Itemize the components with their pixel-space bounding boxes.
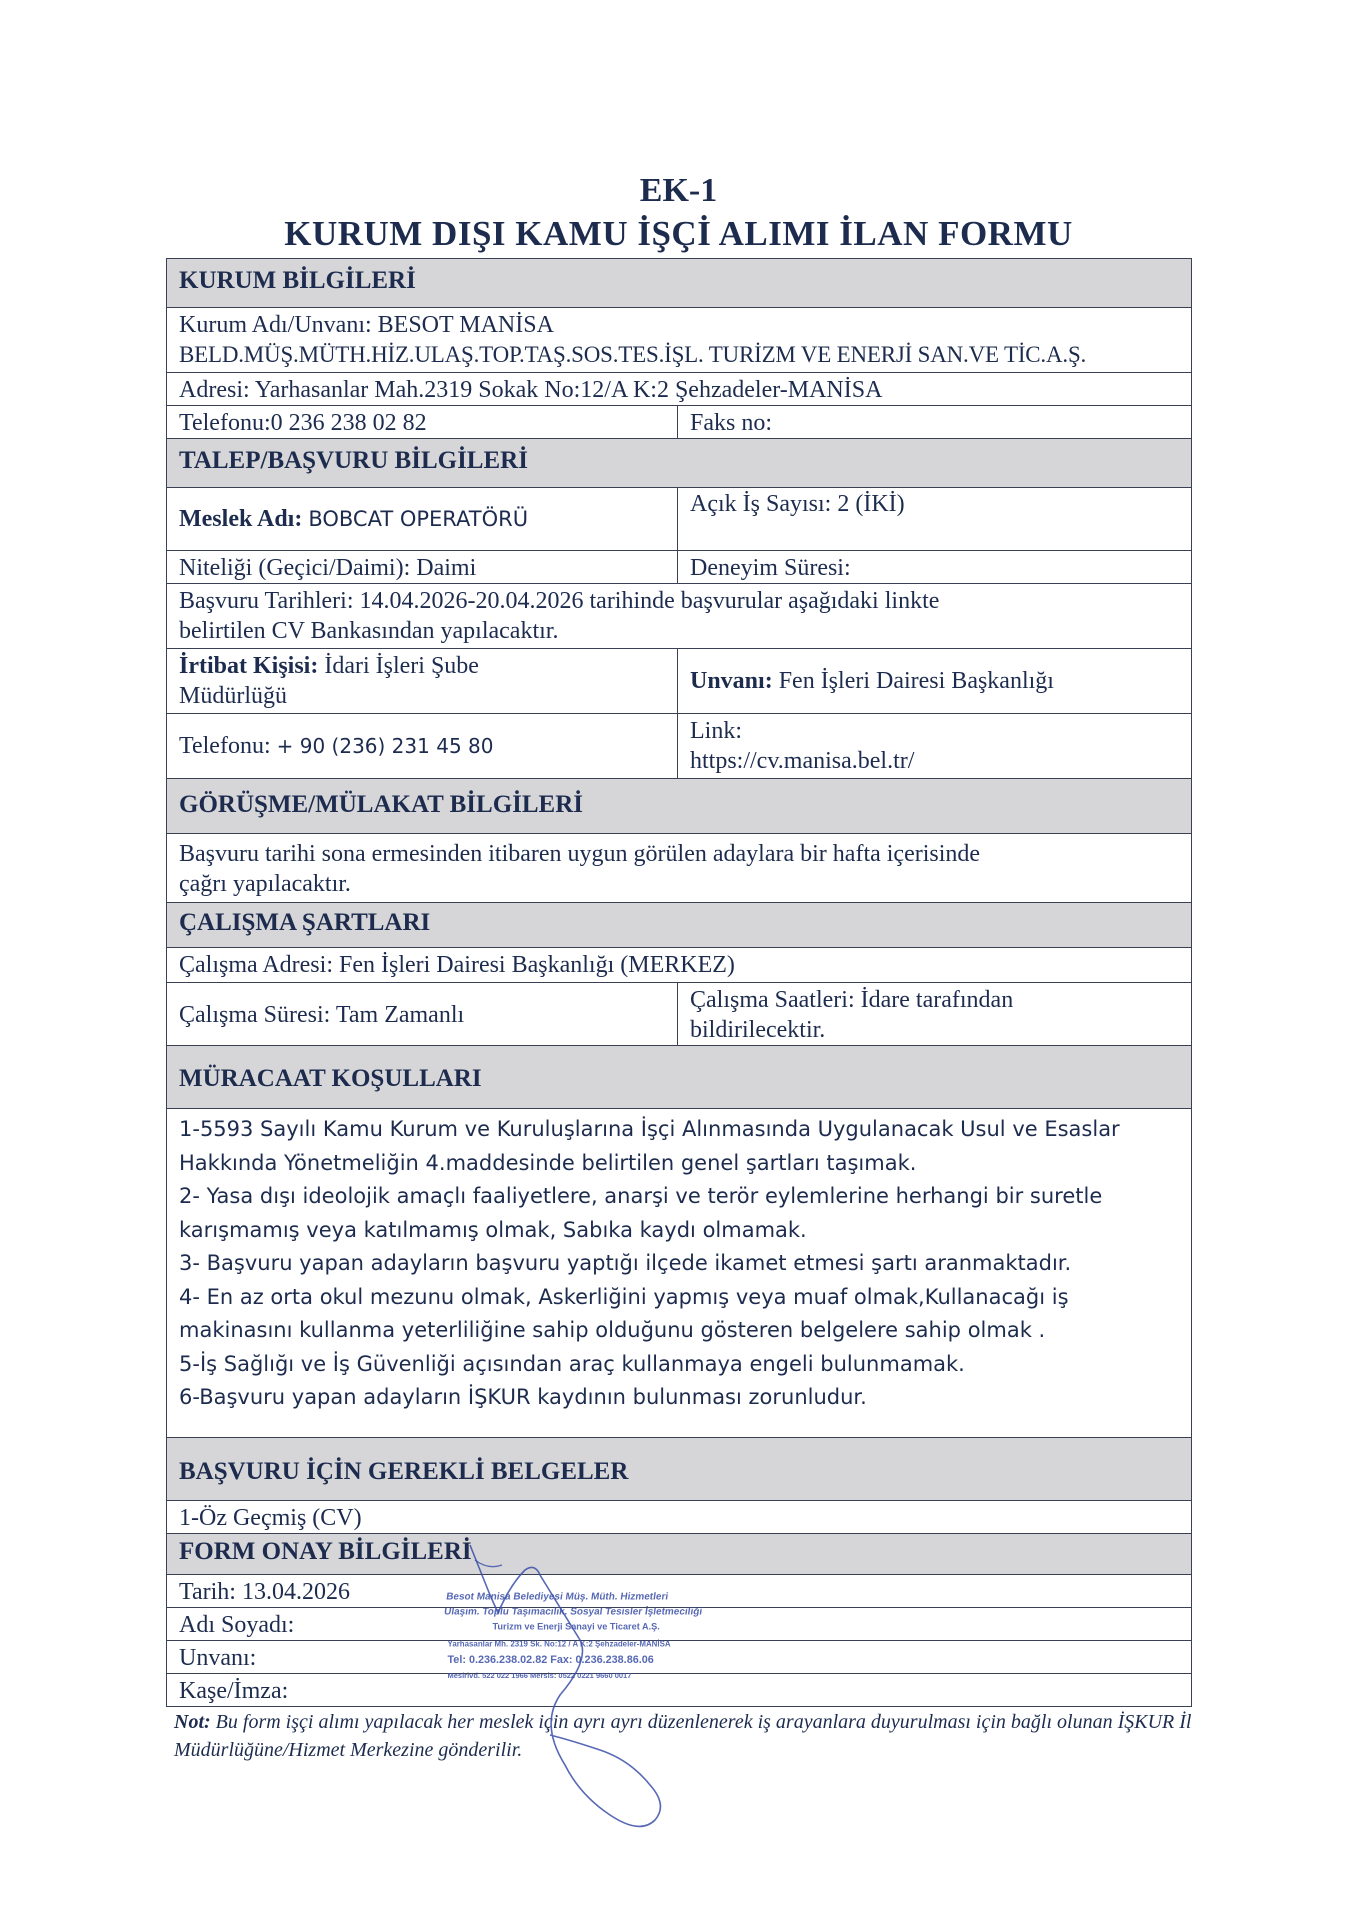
- link-label: Link:: [690, 718, 742, 744]
- irtibat-telefon: [166, 713, 678, 779]
- form-code: EK-1: [639, 172, 718, 209]
- onay-adi-soyadi: Adı Soyadı:: [166, 1607, 1192, 1641]
- section-header-gorusme: GÖRÜŞME/MÜLAKAT BİLGİLERİ: [166, 778, 1192, 834]
- irtibat-unvan: [677, 648, 1192, 714]
- onay-unvan: Unvanı:: [166, 1640, 1192, 1674]
- basvuru-tarihleri: [166, 583, 1192, 649]
- condition-line: 2- Yasa dışı ideolojik amaçlı faaliyetlere, anarşi ve terör eylemlerine herhangi bir suretle: [179, 1184, 1103, 1208]
- stamp-line4: Yarhasanlar Mh. 2319 Sk. No:12 / A K:2 Şehzadeler-MANİSA: [447, 1639, 671, 1649]
- nitelik: Niteliği (Geçici/Daimi): Daimi: [166, 550, 678, 584]
- condition-line: 3- Başvuru yapan adayların başvuru yaptığı ilçede ikamet etmesi şartı aranmaktadır.: [179, 1251, 1072, 1275]
- condition-line: 1-5593 Sayılı Kamu Kurum ve Kuruluşlarına İşçi Alınmasında Uygulanacak Usul ve Esaslar: [179, 1117, 1120, 1141]
- section-header-kurum: KURUM BİLGİLERİ: [166, 258, 1192, 308]
- basvuru-line1: Başvuru Tarihleri: 14.04.2026-20.04.2026 tarihinde başvurular aşağıdaki linkte: [179, 588, 940, 614]
- gorusme-line1: Başvuru tarihi sona ermesinden itibaren uygun görülen adaylara bir hafta içerisinde: [179, 841, 981, 867]
- signature: [440, 1535, 680, 1855]
- kurum-address: Adresi: Yarhasanlar Mah.2319 Sokak No:12/A K:2 Şehzadeler-MANİSA: [166, 372, 1192, 406]
- calisma-saat-line1: Çalışma Saatleri: İdare tarafından: [690, 987, 1014, 1013]
- condition-line: 5-İş Sağlığı ve İş Güvenliği açısından araç kullanmaya engeli bulunmamak.: [179, 1351, 965, 1376]
- kurum-name-line1: Kurum Adı/Unvanı: BESOT MANİSA: [179, 312, 554, 338]
- note-label: Not:: [174, 1711, 211, 1733]
- onay-kase-imza: Kaşe/İmza:: [166, 1673, 1192, 1707]
- section-header-onay: FORM ONAY BİLGİLERİ: [166, 1533, 1192, 1575]
- note-text: Bu form işçi alımı yapılacak her meslek için ayrı ayrı düzenlenerek iş arayanlara duyurulması için bağlı olunan İŞKUR İl Müdürlüğüne/Hizmet Merkezine gönderilir.: [174, 1711, 1192, 1761]
- section-header-belgeler: BAŞVURU İÇİN GEREKLİ BELGELER: [166, 1437, 1192, 1501]
- section-header-calisma: ÇALIŞMA ŞARTLARI: [166, 902, 1192, 948]
- kurum-name-line2: BELD.MÜŞ.MÜTH.HİZ.ULAŞ.TOP.TAŞ.SOS.TES.İŞL. TURİZM VE ENERJİ SAN.VE TİC.A.Ş.: [179, 342, 1087, 367]
- kurum-fax: Faks no:: [677, 405, 1192, 439]
- stamp-line1: Besot Manisa Belediyesi Müş. Müth. Hizmetleri: [445, 1591, 669, 1603]
- onay-tarih: Tarih: 13.04.2026: [166, 1574, 1192, 1608]
- meslek-cell: [166, 487, 678, 551]
- condition-line: makinasını kullanma yeterliliğine sahip olduğunu gösteren belgelere sahip olmak .: [179, 1318, 1046, 1342]
- kurum-phone: Telefonu:0 236 238 02 82: [166, 405, 678, 439]
- acik-is-sayisi: Açık İş Sayısı: 2 (İKİ): [677, 487, 1192, 551]
- unvan-value: Fen İşleri Dairesi Başkanlığı: [778, 668, 1054, 694]
- calisma-saat-line2: bildirilecektir.: [690, 1017, 826, 1043]
- stamp-line2: Ulaşım. Toplu Taşımacılık. Sosyal Tesisler İşletmeciliği: [443, 1606, 703, 1618]
- calisma-adresi: Çalışma Adresi: Fen İşleri Dairesi Başkanlığı (MERKEZ): [166, 947, 1192, 983]
- section-header-talep: TALEP/BAŞVURU BİLGİLERİ: [166, 438, 1192, 488]
- unvan-label: Unvanı:: [690, 668, 773, 694]
- telefon-value: + 90 (236) 231 45 80: [276, 734, 494, 758]
- irtibat-kisisi: [166, 648, 678, 714]
- irtibat-value-1: İdari İşleri Şube: [324, 653, 479, 679]
- meslek-label: Meslek Adı:: [179, 506, 303, 532]
- gorusme-line2: çağrı yapılacaktır.: [179, 871, 351, 897]
- stamp-line3: Turizm ve Enerji Sanayi ve Ticaret A.Ş.: [492, 1621, 660, 1632]
- calisma-suresi: Çalışma Süresi: Tam Zamanlı: [166, 982, 678, 1046]
- telefon-label: Telefonu:: [179, 733, 277, 759]
- stamp-line5: Tel: 0.236.238.02.82 Fax: 0.236.238.86.06: [447, 1654, 654, 1666]
- muracaat-conditions: [166, 1108, 1192, 1438]
- kurum-name: [166, 307, 1192, 373]
- condition-line: karışmamış veya katılmamış olmak, Sabıka kaydı olmamak.: [179, 1217, 807, 1242]
- stamp-line6: Mesirivd. 522 022 1966 Mersis: 0522 0221 9660 0017: [447, 1671, 632, 1680]
- section-header-muracaat: MÜRACAAT KOŞULLARI: [166, 1045, 1192, 1109]
- cv-link[interactable]: https://cv.manisa.bel.tr/: [690, 748, 915, 774]
- condition-line: Hakkında Yönetmeliğin 4.maddesinde belirtilen genel şartları taşımak.: [179, 1150, 917, 1175]
- gorusme-text: [166, 833, 1192, 903]
- deneyim-suresi: Deneyim Süresi:: [677, 550, 1192, 584]
- condition-line: 4- En az orta okul mezunu olmak, Askerliğini yapmış veya muaf olmak,Kullanacağı iş: [179, 1284, 1069, 1309]
- form-title: KURUM DIŞI KAMU İŞÇİ ALIMI İLAN FORMU: [284, 214, 1073, 253]
- irtibat-value-2: Müdürlüğü: [179, 683, 287, 709]
- form-note: [174, 1708, 1224, 1764]
- basvuru-line2: belirtilen CV Bankasından yapılacaktır.: [179, 618, 559, 644]
- irtibat-label: İrtibat Kişisi:: [179, 653, 319, 679]
- calisma-saatleri: [677, 982, 1192, 1046]
- belge-item: 1-Öz Geçmiş (CV): [166, 1500, 1192, 1534]
- meslek-value: BOBCAT OPERATÖRÜ: [308, 507, 529, 531]
- condition-line: 6-Başvuru yapan adayların İŞKUR kaydının bulunması zorunludur.: [179, 1385, 867, 1409]
- cv-link-cell: [677, 713, 1192, 779]
